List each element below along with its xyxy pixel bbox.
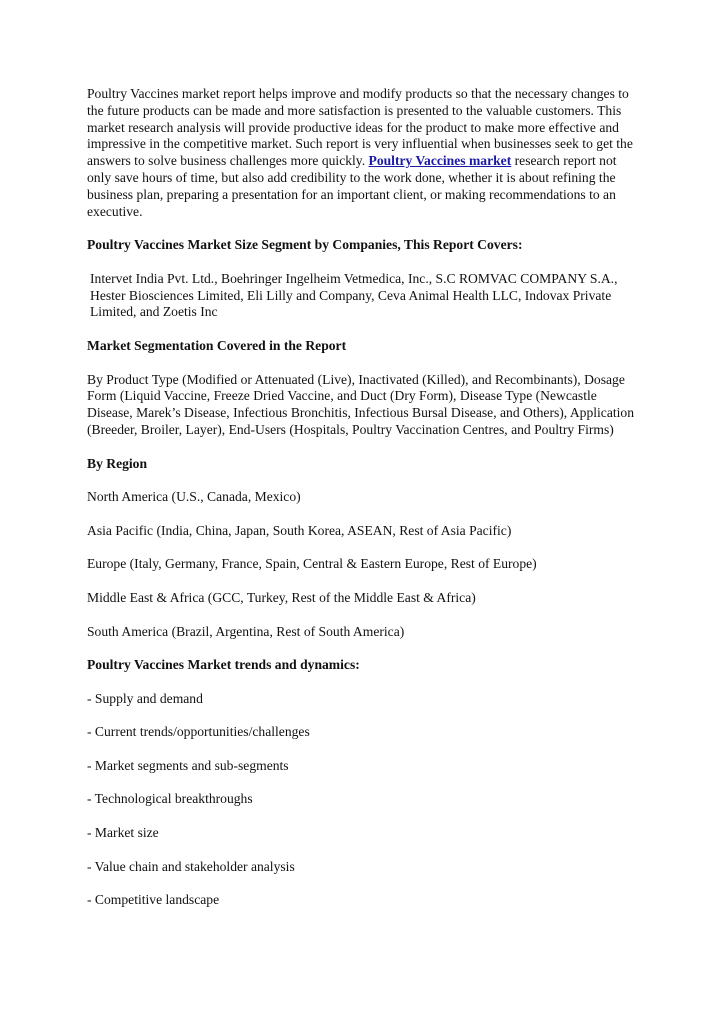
intro-paragraph <box>87 86 635 220</box>
intro-text-after-link: research report not only save hours of time, but also add credibility to the work done, whether it is about refining the business plan, preparing a presentation for an important client, or making recommendations to an executive. <box>87 153 617 219</box>
trend-item-market-size: - Market size <box>87 825 159 841</box>
segmentation-heading: Market Segmentation Covered in the Report <box>87 337 347 353</box>
region-item-asia-pacific: Asia Pacific (India, China, Japan, South Korea, ASEAN, Rest of Asia Pacific) <box>87 522 512 538</box>
trend-item-supply-demand: - Supply and demand <box>87 690 203 706</box>
document-body <box>87 86 635 926</box>
trend-item-competitive-landscape: - Competitive landscape <box>87 892 220 908</box>
region-heading: By Region <box>87 455 148 471</box>
trend-item-current-trends: - Current trends/opportunities/challenges <box>87 724 310 740</box>
companies-heading: Poultry Vaccines Market Size Segment by Companies, This Report Covers: <box>87 237 523 253</box>
trends-heading: Poultry Vaccines Market trends and dynamics: <box>87 657 360 673</box>
poultry-vaccines-market-link[interactable]: Poultry Vaccines market <box>368 153 512 169</box>
region-item-middle-east-africa: Middle East & Africa (GCC, Turkey, Rest of the Middle East & Africa) <box>87 589 476 605</box>
trend-item-market-segments: - Market segments and sub-segments <box>87 757 289 773</box>
region-item-south-america: South America (Brazil, Argentina, Rest of South America) <box>87 623 405 639</box>
region-item-europe: Europe (Italy, Germany, France, Spain, Central & Eastern Europe, Rest of Europe) <box>87 556 537 572</box>
trend-item-tech-breakthroughs: - Technological breakthroughs <box>87 791 253 807</box>
trend-item-value-chain: - Value chain and stakeholder analysis <box>87 858 295 874</box>
intro-text-before-link: Poultry Vaccines market report helps improve and modify products so that the necessary changes to the future products can be made and more satisfaction is presented to the valuable customers. This market research analysis will provide productive ideas for the product to make more effective and impressive in the competitive market. Such report is very influential when businesses seek to get the answers to solve business challenges more quickly. <box>87 86 633 169</box>
companies-list: Intervet India Pvt. Ltd., Boehringer Ingelheim Vetmedica, Inc., S.C ROMVAC COMPANY S.A., Hester Biosciences Limited, Eli Lilly and Company, Ceva Animal Health LLC, Indovax Private Limited, and Zoetis Inc <box>90 270 618 320</box>
segmentation-text: By Product Type (Modified or Attenuated (Live), Inactivated (Killed), and Recombinants), Dosage Form (Liquid Vaccine, Freeze Dried Vaccine, and Duct (Dry Form), Disease Type (Newcastle Disease, Marek’s Disease, Infectious Bronchitis, Infectious Bursal Disease, and Others), Application (Breeder, Broiler, Layer), End-Users (Hospitals, Poultry Vaccination Centres, and Poultry Firms) <box>87 371 635 437</box>
region-item-north-america: North America (U.S., Canada, Mexico) <box>87 489 301 505</box>
